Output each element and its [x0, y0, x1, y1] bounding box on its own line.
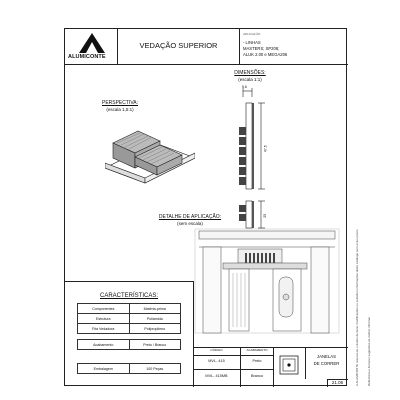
table-cell: Componentes: [78, 304, 130, 314]
side-note-text: A ALUMICONTE reserva-se o direito de fazer modificações ou substituir informações deste catálogo sem aviso prévio: [355, 229, 359, 386]
embalagem-value: 100 Peças: [129, 364, 181, 374]
acabamento-label: Acabamento: [78, 340, 130, 350]
dimensoes-scale: (escala 1:1): [238, 77, 262, 82]
side-note-text-2: Referência e fornecer sugestões às melhor informar: [367, 316, 371, 386]
codigo-header: CÓDIGO: [210, 348, 223, 352]
table-row: [78, 340, 181, 350]
aplicacao-line-2: MASTERS; SP206;: [243, 46, 280, 51]
table-cell: Polipropileno: [129, 324, 181, 334]
code-2: MVL- 415MB: [205, 374, 228, 378]
acabamento-table: [77, 339, 181, 350]
detalhe-title: DETALHE DE APLICAÇÃO:: [158, 214, 222, 220]
table-cell: Estrutura: [78, 314, 130, 324]
perspectiva-scale: (escala 1,5:1): [106, 107, 134, 112]
code-1: MVL- 415: [208, 359, 225, 363]
embalagem-table: [77, 363, 181, 374]
perspectiva-title: PERSPECTIVA:: [101, 100, 139, 106]
finish-1: Preto: [252, 359, 262, 363]
janelas-line-1: JANELAS: [316, 354, 337, 359]
acabamento-value: Preto / Branco: [129, 340, 181, 350]
caracteristicas-title: CARACTERÍSTICAS:: [99, 293, 158, 299]
application-detail-drawing: [193, 227, 341, 337]
table-row: [78, 324, 181, 334]
dimensoes-title: DIMENSÕES:: [234, 70, 266, 76]
table-cell: Fita Vedadora: [78, 324, 130, 334]
table-cell: Matéria-prima: [129, 304, 181, 314]
janelas-line-2: DE CORRER: [313, 361, 340, 366]
side-note: [355, 30, 365, 386]
acabamento-header: ACABAMENTO: [246, 348, 268, 352]
finish-2: Branco: [250, 374, 264, 378]
detalhe-scale: (sem escala): [177, 221, 203, 226]
page-number: 21.06: [331, 380, 344, 385]
aplicacao-line-3: ALUK 2.00 e MEGA206: [243, 52, 288, 57]
table-row: [78, 314, 181, 324]
alumiconte-logo-icon: [79, 33, 105, 53]
dim-height-label: 47,5: [263, 145, 268, 153]
table-row: [78, 364, 181, 374]
datasheet: [64, 28, 347, 386]
aplicacao-line-1: - LINHAS: [243, 40, 261, 45]
dimension-drawing: [225, 85, 295, 230]
perspective-drawing: [105, 113, 195, 185]
dim-small-label: 25: [263, 213, 268, 218]
table-row: [78, 304, 181, 314]
side-note-2: [367, 30, 377, 386]
page-title: VEDAÇÃO SUPERIOR: [139, 41, 218, 50]
brand-name: ALUMICONTE: [68, 54, 106, 60]
window-icon: [279, 355, 299, 375]
table-cell: Poliamida: [129, 314, 181, 324]
embalagem-label: Embalagem: [78, 364, 130, 374]
characteristics-table: [77, 303, 181, 334]
dim-top-label: 5,6: [242, 85, 247, 89]
aplicacao-label: APLICAÇÃO: [243, 32, 261, 36]
